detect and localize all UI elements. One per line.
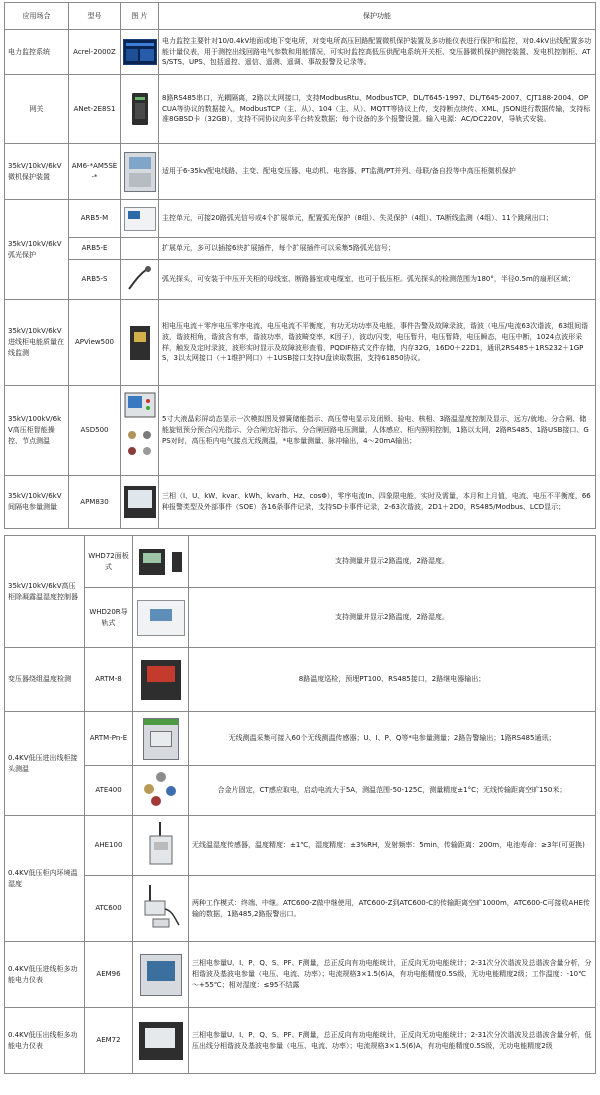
table-row [5, 588, 596, 648]
scene-cell: 0.4KV低压进出线柜接头测温 [5, 712, 85, 816]
function-cell: 弧光探头，可安装于中压开关柜的母线室、断路器室或电缆室，也可于低压柜。弧光探头的检测范围为180°，半径0.5m的扇形区域； [159, 260, 596, 300]
scene-cell: 0.4KV低压出线柜多功能电力仪表 [5, 1008, 85, 1074]
table-row [5, 712, 596, 766]
power-meter-96-image [133, 942, 189, 1008]
table-row [5, 766, 596, 816]
model-cell: ASD500 [69, 386, 121, 476]
table-row [5, 648, 596, 712]
model-cell: APView500 [69, 300, 121, 386]
power-meter-72-image [133, 1008, 189, 1074]
scene-cell: 35kV/10kV/6kV间隔电参量测量 [5, 476, 69, 529]
table-row [5, 238, 596, 260]
rail-controller-icon [137, 600, 185, 636]
controller-sensor-icon [123, 391, 157, 467]
model-cell: WHD72面板式 [85, 536, 133, 588]
microcomputer-protection-device-image [121, 144, 159, 200]
model-cell: ARB5-M [69, 200, 121, 238]
function-cell: 8路温度巡检，预埋PT100、RS485接口，2路继电器输出； [189, 648, 596, 712]
table-row [5, 816, 596, 876]
wireless-temperature-receiver-image [133, 712, 189, 766]
table-row [5, 536, 596, 588]
meter-icon [124, 486, 156, 518]
model-cell: ANet-2E8S1 [69, 75, 121, 144]
model-cell: AHE100 [85, 816, 133, 876]
model-cell: Acrel-2000Z [69, 30, 121, 75]
header-function: 保护功能 [159, 3, 596, 30]
function-cell: 8路RS485串口，光耦隔离，2路以太网接口，支持ModbusRtu、ModbusTCP、DL/T645-1997、DL/T645-2007、CJT188-2004、OPCUA等协议的数据接入，ModbusTCP（主、从）、104（主、从）、MQTT等协议上传，支持断点续传、XML、JSON进行数据传输，支持标准8GBSD卡（32GB），支持不同协议向多平台转发数据；每个设备的多个报警设置。输入电源：AC/DC220V，导轨式安装。 [159, 75, 596, 144]
arc-protection-main-unit-image [121, 200, 159, 238]
table-row [5, 30, 596, 75]
table-row [5, 386, 596, 476]
model-cell: AEM96 [85, 942, 133, 1008]
table-row [5, 476, 596, 529]
function-cell: 无线温湿度传感器，温度精度：±1℃，湿度精度：±3%RH，发射频率：5min，传输距离：200m，电池寿命：≥3年(可更换) [189, 816, 596, 876]
power-meter-72-icon [139, 1022, 183, 1060]
header-scene: 应用场合 [5, 3, 69, 30]
scene-cell: 35kV/10kV/6kV微机保护装置 [5, 144, 69, 200]
table-row [5, 200, 596, 238]
sensor-icon [172, 552, 182, 572]
panel-controller-image [133, 536, 189, 588]
model-cell: ATE400 [85, 766, 133, 816]
temperature-humidity-sensor-image [133, 816, 189, 876]
table-row [5, 144, 596, 200]
table-row [5, 876, 596, 942]
function-cell: 三相电参量U、I、P、Q、S、PF、F测量，总正反向有功电能统计，正反向无功电能统计；2-31次分次谐波及总谐波含量分析，低压出线分相谐波及基波电参量（电压、电流、功率）；电流规格3×1.5(6)A，有功电能精度0.5S级，无功电能精度2级 [189, 1008, 596, 1074]
header-model: 型号 [69, 3, 121, 30]
model-cell: WHD20R导轨式 [85, 588, 133, 648]
temperature-monitor-image [133, 648, 189, 712]
function-cell: 支持测量并显示2路温度，2路湿度。 [189, 588, 596, 648]
function-cell: 5寸大液晶彩屏动态显示一次模拟图及弹簧储能指示、高压带电显示及闭锁、验电、核相、3路温湿度控制及显示，远方/就地、分合闸、储能旋钮预分预合闪光指示、分合闸完好指示、分合闸回路电压测量，人体感应、柜内照明控制，1路以太网，2路RS485、1路USB接口、GPS对时，高压柜内电气接点无线测温，*电参量测量、脉冲输出，4～20mA输出； [159, 386, 596, 476]
function-cell: 三相电参量U、I、P、Q、S、PF、F测量，总正反向有功电能统计，正反向无功电能统计；2-31次分次谐波及总谐波含量分析，分相谐波及基波电参量（电压、电流、功率）；电流规格3×1.5(6)A，有功电能精度0.5S级，无功电能精度2级；工作温度：-10℃～+55℃；相对湿度：≤95不结露 [189, 942, 596, 1008]
function-cell: 无线测温采集可接入60个无线测温传感器；U、I、P、Q等*电参量测量；2路告警输出；1路RS485通讯； [189, 712, 596, 766]
humidity-sensor-icon [146, 822, 176, 866]
function-cell: 相电压电流＋零序电压零序电流、电压电流不平衡度，有功无功功率及电能，事件告警及故障录波，谐波（电压/电流63次谐波，63组间谐波，谐波相角，谐波含有率，谐波功率，谐波畸变率，K因子），波动/闪变，电压暂升，电压暂降，电压瞬态，电压中断，1024点波形采样，触发及定时录波，波形实时显示及故障波形查看，PQDIF格式文件存储，内存32G，16D0＋22D1，通讯2RS485＋1RS232＋1GPS，3以太网接口（＋1维护网口）＋1USB接口支持U盘读取数据，支持61850协议。 [159, 300, 596, 386]
model-cell: ARB5-S [69, 260, 121, 300]
temperature-monitor-icon [141, 660, 181, 700]
rail-controller-image [133, 588, 189, 648]
function-cell: 三相（I、U、kW、kvar、kWh、kvarh、Hz、cosΦ），零序电流In、四象限电能，实时及需量，本月和上月值，电流、电压不平衡度，66种报警类型及外部事件（SOE）各16条事件记录，支持SD卡事件记录，2-63次谐波，2D1＋2D0，RS485/Modbus、LCD显示； [159, 476, 596, 529]
scene-cell: 35kV/10kV/6kV弧光保护 [5, 200, 69, 300]
spec-table-bottom [4, 535, 596, 1074]
panel-controller-icon [139, 549, 165, 575]
table-row [5, 260, 596, 300]
scene-cell: 35kV/10kV/6kV高压柜除凝露温湿度控制器 [5, 536, 85, 648]
wireless-transceiver-image [133, 876, 189, 942]
function-cell: 主控单元，可接20路弧光信号或4个扩展单元，配置弧光保护（8组）、失灵保护（4组）、TA断线监测（4组）、11个跳闸出口； [159, 200, 596, 238]
scene-cell: 网关 [5, 75, 69, 144]
model-cell: APM830 [69, 476, 121, 529]
screen-icon [123, 39, 157, 65]
protection-device-icon [124, 152, 156, 192]
scene-cell: 35kV/100kV/6kV高压柜智能操控、节点测温 [5, 386, 69, 476]
transceiver-icon [139, 885, 183, 929]
function-cell: 电力监控主要针对10/0.4kV地面或地下变电所，对变电所高压回路配置微机保护装置及多功能仪表进行保护和监控，对0.4kV出线配置多功能计量仪表，用于测控出线回路电气参数和用能情况，可实时监控高低压供配电系统开关柜、变压器微机保护测控装置、发电机控制柜、ATS/STS、UPS、包括遥控、遥信、遥测、遥调、事故报警及记录等。 [159, 30, 596, 75]
analyzer-icon [130, 326, 150, 360]
table-row [5, 942, 596, 1008]
receiver-icon [143, 718, 179, 760]
power-meter-96-icon [140, 954, 182, 996]
multifunction-meter-image [121, 476, 159, 529]
gateway-icon [132, 93, 148, 125]
table-header-row [5, 3, 596, 30]
model-cell: AM6-*AM5SE-* [69, 144, 121, 200]
function-cell: 两种工作模式：终端、中继。ATC600-Z做中继使用，ATC600-Z到ATC600-C的传输距离空旷1000m，ATC600-C可接收AHE传输的数据，1路485,2路报警出口。 [189, 876, 596, 942]
smart-controller-and-sensors-image [121, 386, 159, 476]
model-cell: ATC600 [85, 876, 133, 942]
function-cell: 扩展单元，多可以插接6块扩展插件，每个扩展插件可以采集5路弧光信号； [159, 238, 596, 260]
arc-unit-icon [124, 207, 156, 231]
scene-cell: 电力监控系统 [5, 30, 69, 75]
table-row [5, 1008, 596, 1074]
scene-cell: 0.4KV低压进线柜多功能电力仪表 [5, 942, 85, 1008]
header-image: 图 片 [121, 3, 159, 30]
power-quality-analyzer-image [121, 300, 159, 386]
function-cell: 合金片固定，CT感应取电，启动电流大于5A，测温范围-50-125C，测量精度±1°C；无线传输距离空旷150米； [189, 766, 596, 816]
probe-icon [125, 263, 155, 293]
scene-cell: 0.4KV低压柜内环境温湿度 [5, 816, 85, 942]
model-cell: ARB5-E [69, 238, 121, 260]
wireless-temperature-sensors-image [133, 766, 189, 816]
model-cell: ARTM-Pn-E [85, 712, 133, 766]
monitoring-software-screen-image [121, 30, 159, 75]
model-cell: ARTM-8 [85, 648, 133, 712]
scene-cell: 35kV/10kV/6kV进线柜电能质量在线监测 [5, 300, 69, 386]
spec-table-top [4, 2, 596, 529]
function-cell: 适用于6-35kv配电线路、主变、配电变压器、电动机、电容器、PT监测/PT并列、母联/备自投等中高压柜微机保护 [159, 144, 596, 200]
empty-image-cell [121, 238, 159, 260]
arc-light-probe-image [121, 260, 159, 300]
gateway-device-image [121, 75, 159, 144]
temperature-sensors-icon [141, 769, 181, 809]
table-row [5, 300, 596, 386]
function-cell: 支持测量并显示2路温度，2路湿度。 [189, 536, 596, 588]
model-cell: AEM72 [85, 1008, 133, 1074]
scene-cell: 变压器绕组温度检测 [5, 648, 85, 712]
table-row [5, 75, 596, 144]
